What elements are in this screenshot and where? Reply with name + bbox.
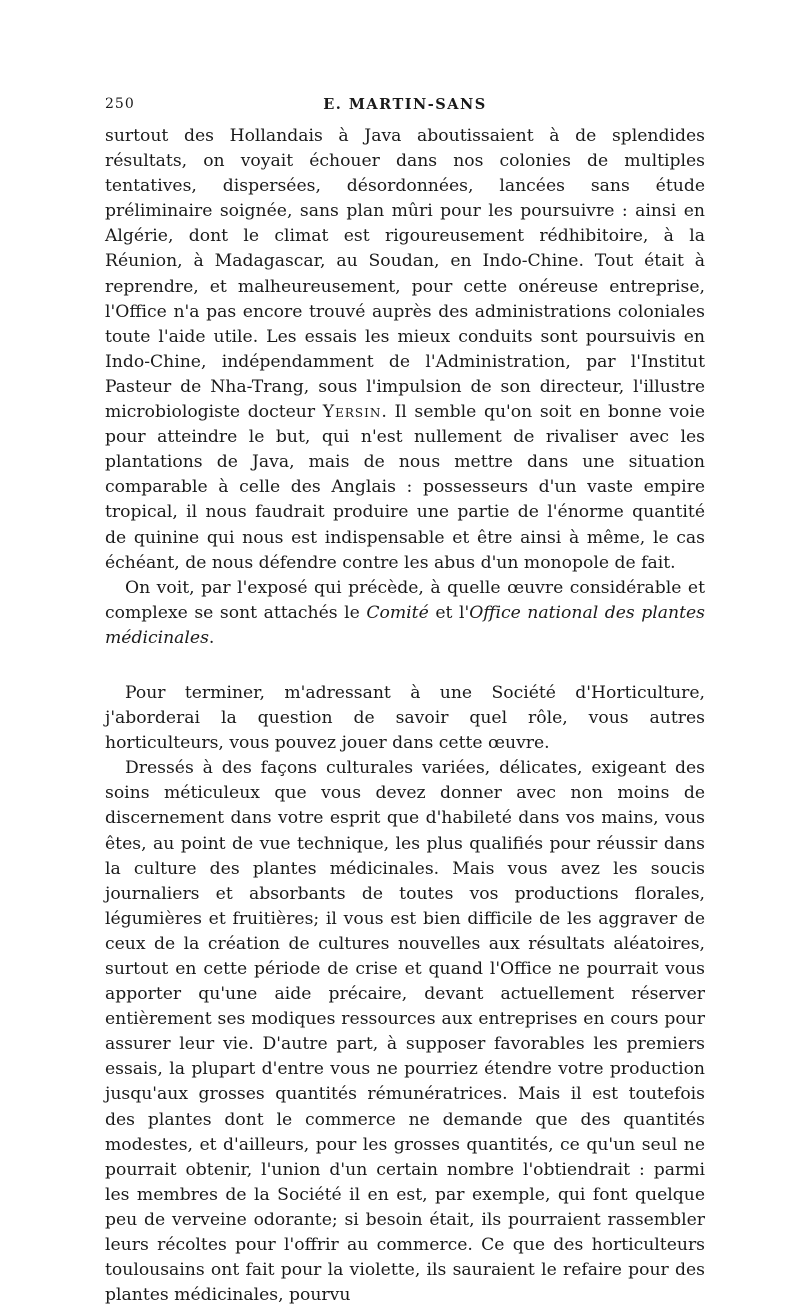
document-page <box>105 92 705 1308</box>
paragraph-text: et l' <box>428 602 470 623</box>
paragraph-text: surtout des Hollandais à Java aboutissaient à de splendides résultats, on voyait échouer dans nos colonies de multiples tentatives, dispersées, désordonnées, lancées sans étude préliminaire soignée, sans plan mûri pour les poursuivre : ainsi en Algérie, dont le climat est rigoureusement rédhibitoire, à la Réunion, à Madagascar, au Soudan, en Indo-Chine. Tout était à reprendre, et malheureusement, pour cette onéreuse entreprise, l'Office n'a pas encore trouvé auprès des administrations coloniales toute l'aide utile. Les essais les mieux conduits sont poursuivis en Indo-Chine, indépendamment de l'Administration, par l'Institut Pasteur de Nha-Trang, sous l'impulsion de son directeur, l'illustre microbiologiste docteur <box>105 126 705 423</box>
italic-term: Office national des plantes médicinales <box>105 602 706 648</box>
section-gap <box>105 651 705 681</box>
page-number: 250 <box>105 96 135 112</box>
italic-term: Comité <box>366 602 429 623</box>
running-title: E. MARTIN-SANS <box>323 96 487 113</box>
paragraph-1 <box>105 124 705 576</box>
paragraph-text: Pour terminer, m'adressant à une Société d'Horticulture, j'aborderai la question de savoir quel rôle, vous autres horticulteurs, vous pouvez jouer dans cette œuvre. <box>105 682 705 754</box>
paragraph-text: Dressés à des façons culturales variées, délicates, exigeant des soins méticuleux que vous devez donner avec non moins de discernement dans votre esprit que d'habileté dans vos mains, vous êtes, au point de vue technique, les plus qualifiés pour réussir dans la culture des plantes médicinales. Mais vous avez les soucis journaliers et absorbants de toutes vos productions florales, légumières et fruitières; il vous est bien difficile de les aggraver de ceux de la création de cultures nouvelles aux résultats aléatoires, surtout en cette période de crise et quand l'Office ne pourrait vous apporter qu'une aide précaire, devant actuellement réserver entièrement ses modiques ressources aux entreprises en cours pour assurer leur vie. D'autre part, à supposer favorables les premiers essais, la plupart d'entre vous ne pourriez étendre votre production jusqu'aux grosses quantités rémunératrices. Mais il est toutefois des plantes dont le commerce ne demande que des quantités modestes, et d'ailleurs, pour les grosses quantités, ce qu'un seul ne pourrait obtenir, l'union d'un certain nombre l'obtiendrait : parmi les membres de la Société il en est, par exemple, qui font quelque peu de verveine odorante; si besoin était, ils pourraient rassembler leurs récoltes pour l'offrir au commerce. Ce que des horticulteurs toulousains ont fait pour la violette, ils sauraient le refaire pour des plantes médicinales, pourvu <box>105 758 705 1306</box>
paragraph-2 <box>105 576 705 651</box>
paragraph-3 <box>105 681 705 756</box>
paragraph-4 <box>105 756 705 1308</box>
page-header <box>105 92 705 117</box>
author-name: Yersin <box>322 402 382 423</box>
paragraph-text: On voit, par l'exposé qui précède, à quelle œuvre considérable et complexe se sont attachés le <box>105 577 705 623</box>
paragraph-text: . Il semble qu'on soit en bonne voie pour atteindre le but, qui n'est nullement de rivaliser avec les plantations de Java, mais de nous mettre dans une situation comparable à celle des Anglais : possesseurs d'un vaste empire tropical, il nous faudrait produire une partie de l'énorme quantité de quinine qui nous est indispensable et être ainsi à même, le cas échéant, de nous défendre contre les abus d'un monopole de fait. <box>105 402 705 573</box>
paragraph-text: . <box>208 627 215 648</box>
